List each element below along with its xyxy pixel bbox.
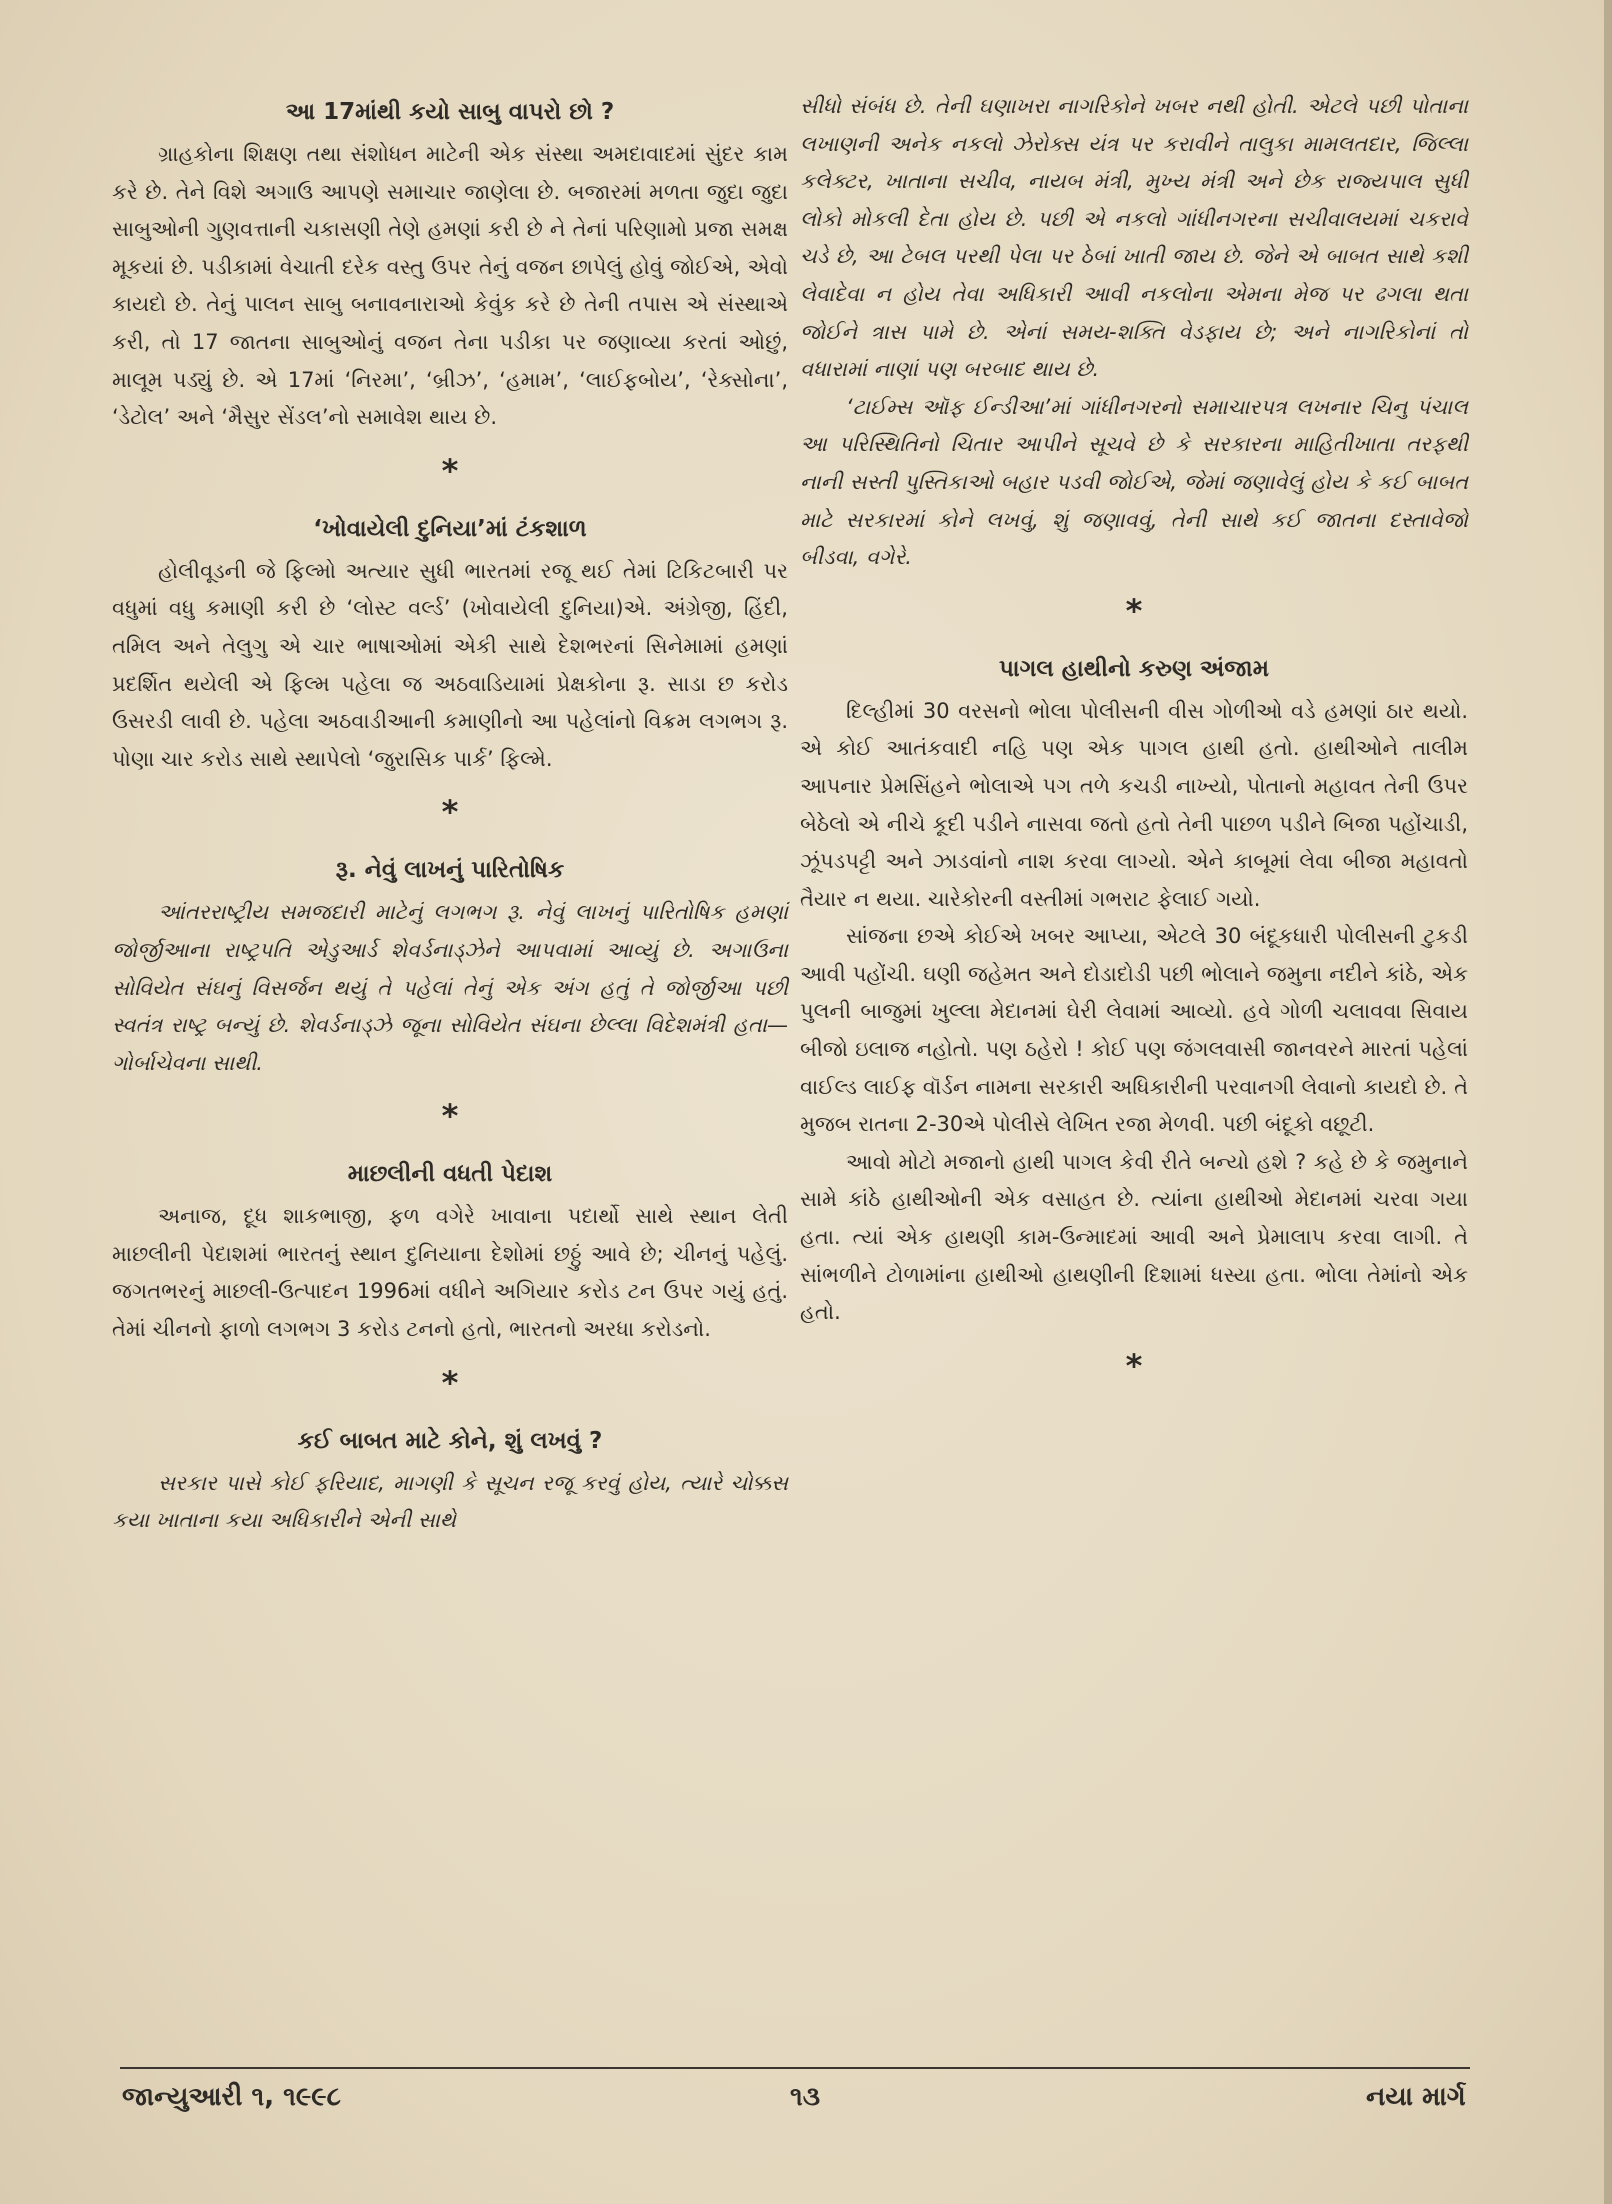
whom-to-write-article-body-start: સરકાર પાસે કોઈ ફરિયાદ, માગણી કે સૂચન રજૂ કરવું હોય, ત્યારે ચોક્કસ કયા ખાતાના કયા અધિકારીને એની સાથે	[112, 1470, 788, 1533]
whom-to-write-article-body-paragraph-2: ‘ટાઈમ્સ ઑફ ઈન્ડીઆ’માં ગાંધીનગરનો સમાચારપત્ર લખનાર ચિનુ પંચાલ આ પરિસ્થિતિનો ચિતાર આપીને સૂચવે છે કે સરકારના માહિતીખાતા તરફથી નાની સસ્તી પુસ્તિકાઓ બહાર પડવી જોઈએ, જેમાં જણાવેલું હોય કે કઈ બાબત માટે સરકારમાં કોને લખવું, શું જણાવવું, તેની સાથે કઈ જાતના દસ્તાવેજો બીડવા, વગેરે.	[800, 394, 1468, 570]
elephant-article-paragraph-3: આવો મોટો મજાનો હાથી પાગલ કેવી રીતે બન્યો હશે ? કહે છે કે જમુનાને સામે કાંઠે હાથીઓની એક વસાહત છે. ત્યાંના હાથીઓ મેદાનમાં ચરવા ગયા હતા. ત્યાં એક હાથણી કામ-ઉન્માદમાં આવી અને પ્રેમાલાપ કરવા લાગી. તે સાંભળીને ટોળામાંના હાથીઓ હાથણીની દિશામાં ધસ્યા હતા. ભોલા તેમાંનો એક હતો.	[800, 1149, 1468, 1325]
whom-to-write-article-title: કઈ બાબત માટે કોને, શું લખવું ?	[297, 1427, 603, 1454]
prize-article-title: રૂ. નેવું લાખનું પારિતોષિક	[335, 857, 565, 884]
elephant-article-paragraph-1: દિલ્હીમાં 30 વરસનો ભોલા પોલીસની વીસ ગોળીઓ વડે હમણાં ઠાર થયો. એ કોઈ આતંકવાદી નહિ પણ એક પાગલ હાથી હતો. હાથીઓને તાલીમ આપનાર પ્રેમસિંહને ભોલાએ પગ તળે કચડી નાખ્યો, પોતાનો મહાવત તેની ઉપર બેઠેલો એ નીચે કૂદી પડીને નાસવા જતો હતો તેની પાછળ પડીને બિજા પહોંચાડી, ઝૂંપડપટ્ટી અને ઝાડવાંનો નાશ કરવા લાગ્યો. એને કાબૂમાં લેવા બીજા મહાવતો તૈયાર ન થયા. ચારેકોરની વસ્તીમાં ગભરાટ ફેલાઈ ગયો.	[800, 698, 1468, 911]
footer-page-number: ૧૩	[790, 2082, 821, 2112]
prize-article-body: આંતરરાષ્ટ્રીય સમજદારી માટેનું લગભગ રૂ. નેવું લાખનું પારિતોષિક હમણાં જોર્જીઆના રાષ્ટ્રપતિ એડુઆર્ડ શેવર્ડનાડ્ઝેને આપવામાં આવ્યું છે. અગાઉના સોવિયેત સંઘનું વિસર્જન થયું તે પહેલાં તેનું એક અંગ હતું તે જોર્જીઆ પછી સ્વતંત્ર રાષ્ટ્ર બન્યું છે. શેવર્ડનાડ્ઝે જૂના સોવિયેત સંઘના છેલ્લા વિદેશમંત્રી હતા—ગોર્બાચેવના સાથી.	[112, 900, 788, 1075]
right-column	[800, 88, 1468, 1406]
section-separator: *	[441, 793, 459, 832]
footer-rule	[120, 2067, 1470, 2069]
elephant-article-paragraph-2: સાંજના છએ કોઈએ ખબર આપ્યા, એટલે 30 બંદૂકધારી પોલીસની ટુકડી આવી પહોંચી. ઘણી જહેમત અને દોડાદોડી પછી ભોલાને જમુના નદીને કાંઠે, એક પુલની બાજુમાં ખુલ્લા મેદાનમાં ઘેરી લેવામાં આવ્યો. હવે ગોળી ચલાવવા સિવાય બીજો ઇલાજ નહોતો. પણ ઠહેરો ! કોઈ પણ જંગલવાસી જાનવરને મારતાં પહેલાં વાઈલ્ડ લાઈફ વૉર્ડન નામના સરકારી અધિકારીની પરવાનગી લેવાનો કાયદો છે. તે મુજબ રાતના 2-30એ પોલીસે લેખિત રજા મેળવી. પછી બંદૂકો વછૂટી.	[800, 924, 1468, 1137]
section-separator: *	[441, 1097, 459, 1136]
footer-magazine-name: નયા માર્ગ	[1366, 2082, 1466, 2112]
elephant-article-title: પાગલ હાથીનો કરુણ અંજામ	[999, 655, 1269, 682]
fish-article-title: માછલીની વધતી પેદાશ	[347, 1161, 553, 1188]
left-column	[112, 88, 788, 1540]
lost-world-article-body: હોલીવૂડની જે ફિલ્મો અત્યાર સુધી ભારતમાં રજૂ થઈ તેમાં ટિકિટબારી પર વધુમાં વધુ કમાણી કરી છે ‘લોસ્ટ વર્લ્ડ’ (ખોવાયેલી દુનિયા)એ. અંગ્રેજી, હિંદી, તમિલ અને તેલુગુ એ ચાર ભાષાઓમાં એકી સાથે દેશભરનાં સિનેમામાં હમણાં પ્રદર્શિત થયેલી એ ફિલ્મ પહેલા જ અઠવાડિયામાં પ્રેક્ષકોના રૂ. સાડા છ કરોડ ઉસરડી લાવી છે. પહેલા અઠવાડીઆની કમાણીનો આ પહેલાંનો વિક્રમ લગભગ રૂ. પોણા ચાર કરોડ સાથે સ્થાપેલો ‘જુરાસિક પાર્ક’ ફિલ્મે.	[112, 558, 788, 771]
whom-to-write-article-body-continued: સીધો સંબંધ છે. તેની ઘણાખરા નાગરિકોને ખબર નથી હોતી. એટલે પછી પોતાના લખાણની અનેક નકલો ઝેરોક્સ યંત્ર પર કરાવીને તાલુકા મામલતદાર, જિલ્લા કલેક્ટર, ખાતાના સચીવ, નાયબ મંત્રી, મુખ્ય મંત્રી અને છેક રાજ્યપાલ સુધી લોકો મોકલી દેતા હોય છે. પછી એ નકલો ગાંધીનગરના સચીવાલયમાં ચકરાવે ચડે છે, આ ટેબલ પરથી પેલા પર ઠેબાં ખાતી જાય છે. જેને એ બાબત સાથે કશી લેવાદેવા ન હોય તેવા અધિકારી આવી નકલોના એમના મેજ પર ઢગલા થતા જોઈને ત્રાસ પામે છે. એનાં સમય-શક્તિ વેડફાય છે; અને નાગરિકોનાં તો વધારામાં નાણાં પણ બરબાદ થાય છે.	[800, 94, 1468, 382]
fish-article-body: અનાજ, દૂધ શાકભાજી, ફળ વગેરે ખાવાના પદાર્થો સાથે સ્થાન લેતી માછલીની પેદાશમાં ભારતનું સ્થાન દુનિયાના દેશોમાં છઠ્ઠું આવે છે; ચીનનું પહેલું. જગતભરનું માછલી-ઉત્પાદન 1996માં વધીને અગિયાર કરોડ ટન ઉપર ગયું હતું. તેમાં ચીનનો ફાળો લગભગ 3 કરોડ ટનનો હતો, ભારતનો અરધા કરોડનો.	[112, 1204, 788, 1342]
footer-date: જાન્યુઆરી ૧, ૧૯૯૮	[122, 2082, 341, 2112]
section-separator: *	[441, 451, 459, 490]
soap-article-title: આ 17માંથી કયો સાબુ વાપરો છો ?	[285, 99, 615, 125]
page-edge	[1604, 0, 1612, 2204]
soap-article-body: ગ્રાહકોના શિક્ષણ તથા સંશોધન માટેની એક સંસ્થા અમદાવાદમાં સુંદર કામ કરે છે. તેને વિશે અગાઉ આપણે સમાચાર જાણેલા છે. બજારમાં મળતા જુદા જુદા સાબુઓની ગુણવત્તાની ચકાસણી તેણે હમણાં કરી છે ને તેનાં પરિણામો પ્રજા સમક્ષ મૂકયાં છે. પડીકામાં વેચાતી દરેક વસ્તુ ઉપર તેનું વજન છાપેલું હોવું જોઈએ, એવો કાયદો છે. તેનું પાલન સાબુ બનાવનારાઓ કેવુંક કરે છે તેની તપાસ એ સંસ્થાએ કરી, તો 17 જાતના સાબુઓનું વજન તેના પડીકા પર જણાવ્યા કરતાં ઓછું, માલૂમ પડ્યું છે. એ 17માં ‘નિરમા’, ‘બ્રીઝ’, ‘હમામ’, ‘લાઈફબોય’, ‘રેક્સોના’, ‘ડેટોલ’ અને ‘મૈસુર સેંડલ’નો સમાવેશ થાય છે.	[112, 142, 788, 430]
lost-world-article-title: ‘ખોવાયેલી દુનિયા’માં ટંકશાળ	[313, 515, 587, 542]
section-separator: *	[1125, 1346, 1143, 1385]
section-separator: *	[441, 1363, 459, 1402]
section-separator: *	[1125, 591, 1143, 630]
